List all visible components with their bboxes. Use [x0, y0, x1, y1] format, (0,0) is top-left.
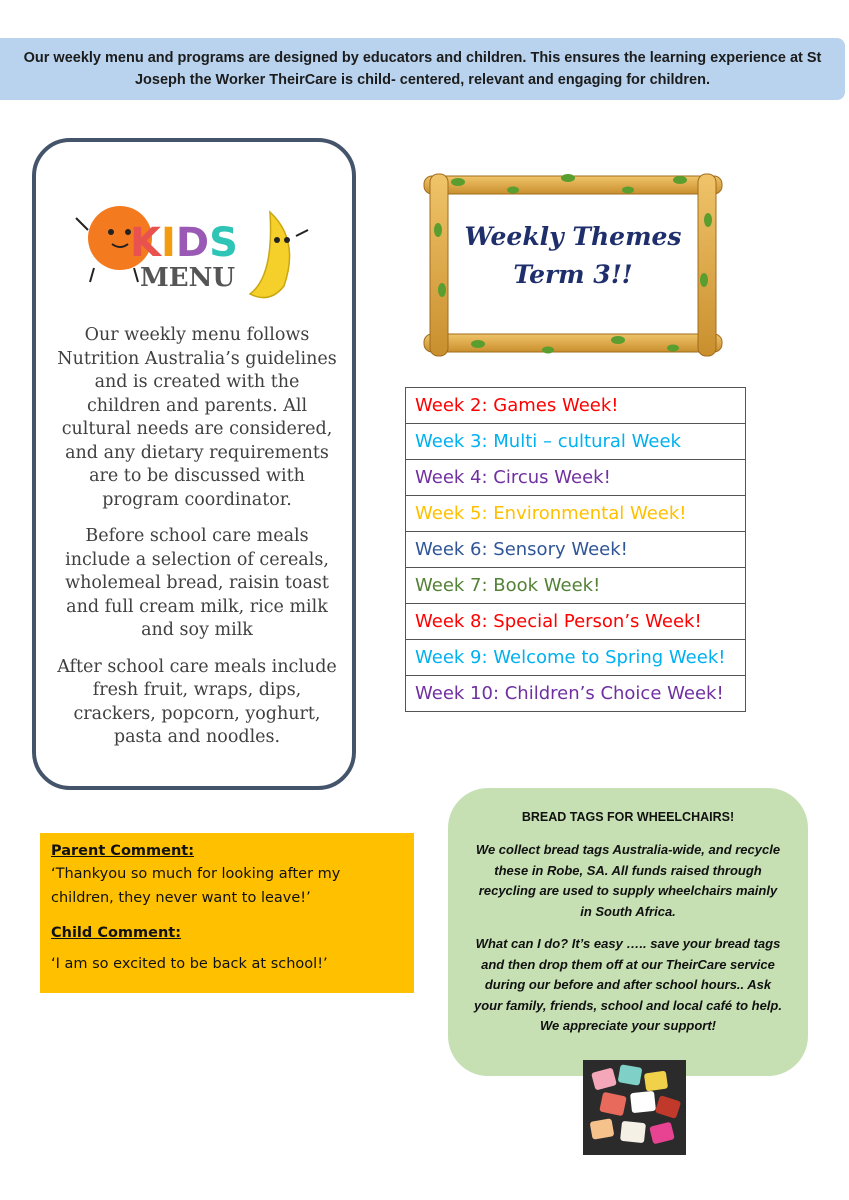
weekly-themes-table: [405, 387, 746, 712]
menu-description: [56, 324, 338, 763]
bread-tags-paragraph: We collect bread tags Australia-wide, and recycle these in Robe, SA. All funds raised through recycling are used to supply wheelchairs mainly in South Africa.: [475, 842, 781, 919]
week-theme-cell: Week 3: Multi – cultural Week: [406, 424, 746, 460]
bread-tags-photo-icon: [583, 1060, 686, 1155]
parent-comment-heading: Parent Comment:: [51, 843, 195, 859]
child-comment-text: ‘I am so excited to be back at school!’: [51, 956, 328, 972]
bread-tags-card: [448, 788, 808, 1076]
bread-tags-paragraph: What can I do? It’s easy ….. save your bread tags and then drop them off at our TheirCare service during our before and after school hours.. Ask your family, friends, school and local café to help. We appreciate your support!: [474, 936, 782, 1033]
bread-tags-title: BREAD TAGS FOR WHEELCHAIRS!: [521, 810, 735, 824]
week-theme-cell: Week 8: Special Person’s Week!: [406, 604, 746, 640]
menu-paragraph: After school care meals include fresh fruit, wraps, dips, crackers, popcorn, yoghurt, pasta and noodles.: [57, 656, 337, 747]
week-theme-cell: Week 5: Environmental Week!: [406, 496, 746, 532]
week-theme-cell: Week 2: Games Week!: [406, 388, 746, 424]
top-banner: [0, 38, 845, 100]
table-row: [406, 388, 746, 424]
week-theme-cell: Week 4: Circus Week!: [406, 460, 746, 496]
week-theme-cell: Week 10: Children’s Choice Week!: [406, 676, 746, 712]
banner-text: Our weekly menu and programs are designed by educators and children. This ensures the learning experience at St Joseph the Worker TheirCare is child- centered, relevant and engaging for children.: [23, 50, 822, 88]
child-comment-heading: Child Comment:: [51, 925, 182, 941]
table-row: [406, 568, 746, 604]
weekly-themes-title: [418, 218, 728, 294]
table-row: [406, 424, 746, 460]
week-theme-cell: Week 9: Welcome to Spring Week!: [406, 640, 746, 676]
comments-box: [40, 833, 414, 993]
table-row: [406, 460, 746, 496]
table-row: [406, 496, 746, 532]
logo-kids-text: KIDS: [130, 220, 238, 266]
table-row: [406, 532, 746, 568]
themes-title-line2: Term 3!!: [513, 260, 633, 289]
logo-menu-text: MENU: [140, 263, 236, 293]
week-theme-cell: Week 6: Sensory Week!: [406, 532, 746, 568]
kids-menu-card: [32, 138, 356, 790]
banana-icon: [250, 212, 290, 298]
table-row: [406, 640, 746, 676]
kids-menu-logo: [64, 200, 314, 310]
week-theme-cell: Week 7: Book Week!: [406, 568, 746, 604]
table-row: [406, 676, 746, 712]
table-row: [406, 604, 746, 640]
themes-title-line1: Weekly Themes: [464, 222, 682, 251]
menu-paragraph: Our weekly menu follows Nutrition Australia’s guidelines and is created with the children and parents. All cultural needs are considered, and any dietary requirements are to be discussed with program coordinator.: [57, 325, 337, 510]
parent-comment-text: ‘Thankyou so much for looking after my children, they never want to leave!’: [51, 866, 341, 906]
menu-paragraph: Before school care meals include a selection of cereals, wholemeal bread, raisin toast and full cream milk, rice milk and soy milk: [65, 526, 329, 640]
